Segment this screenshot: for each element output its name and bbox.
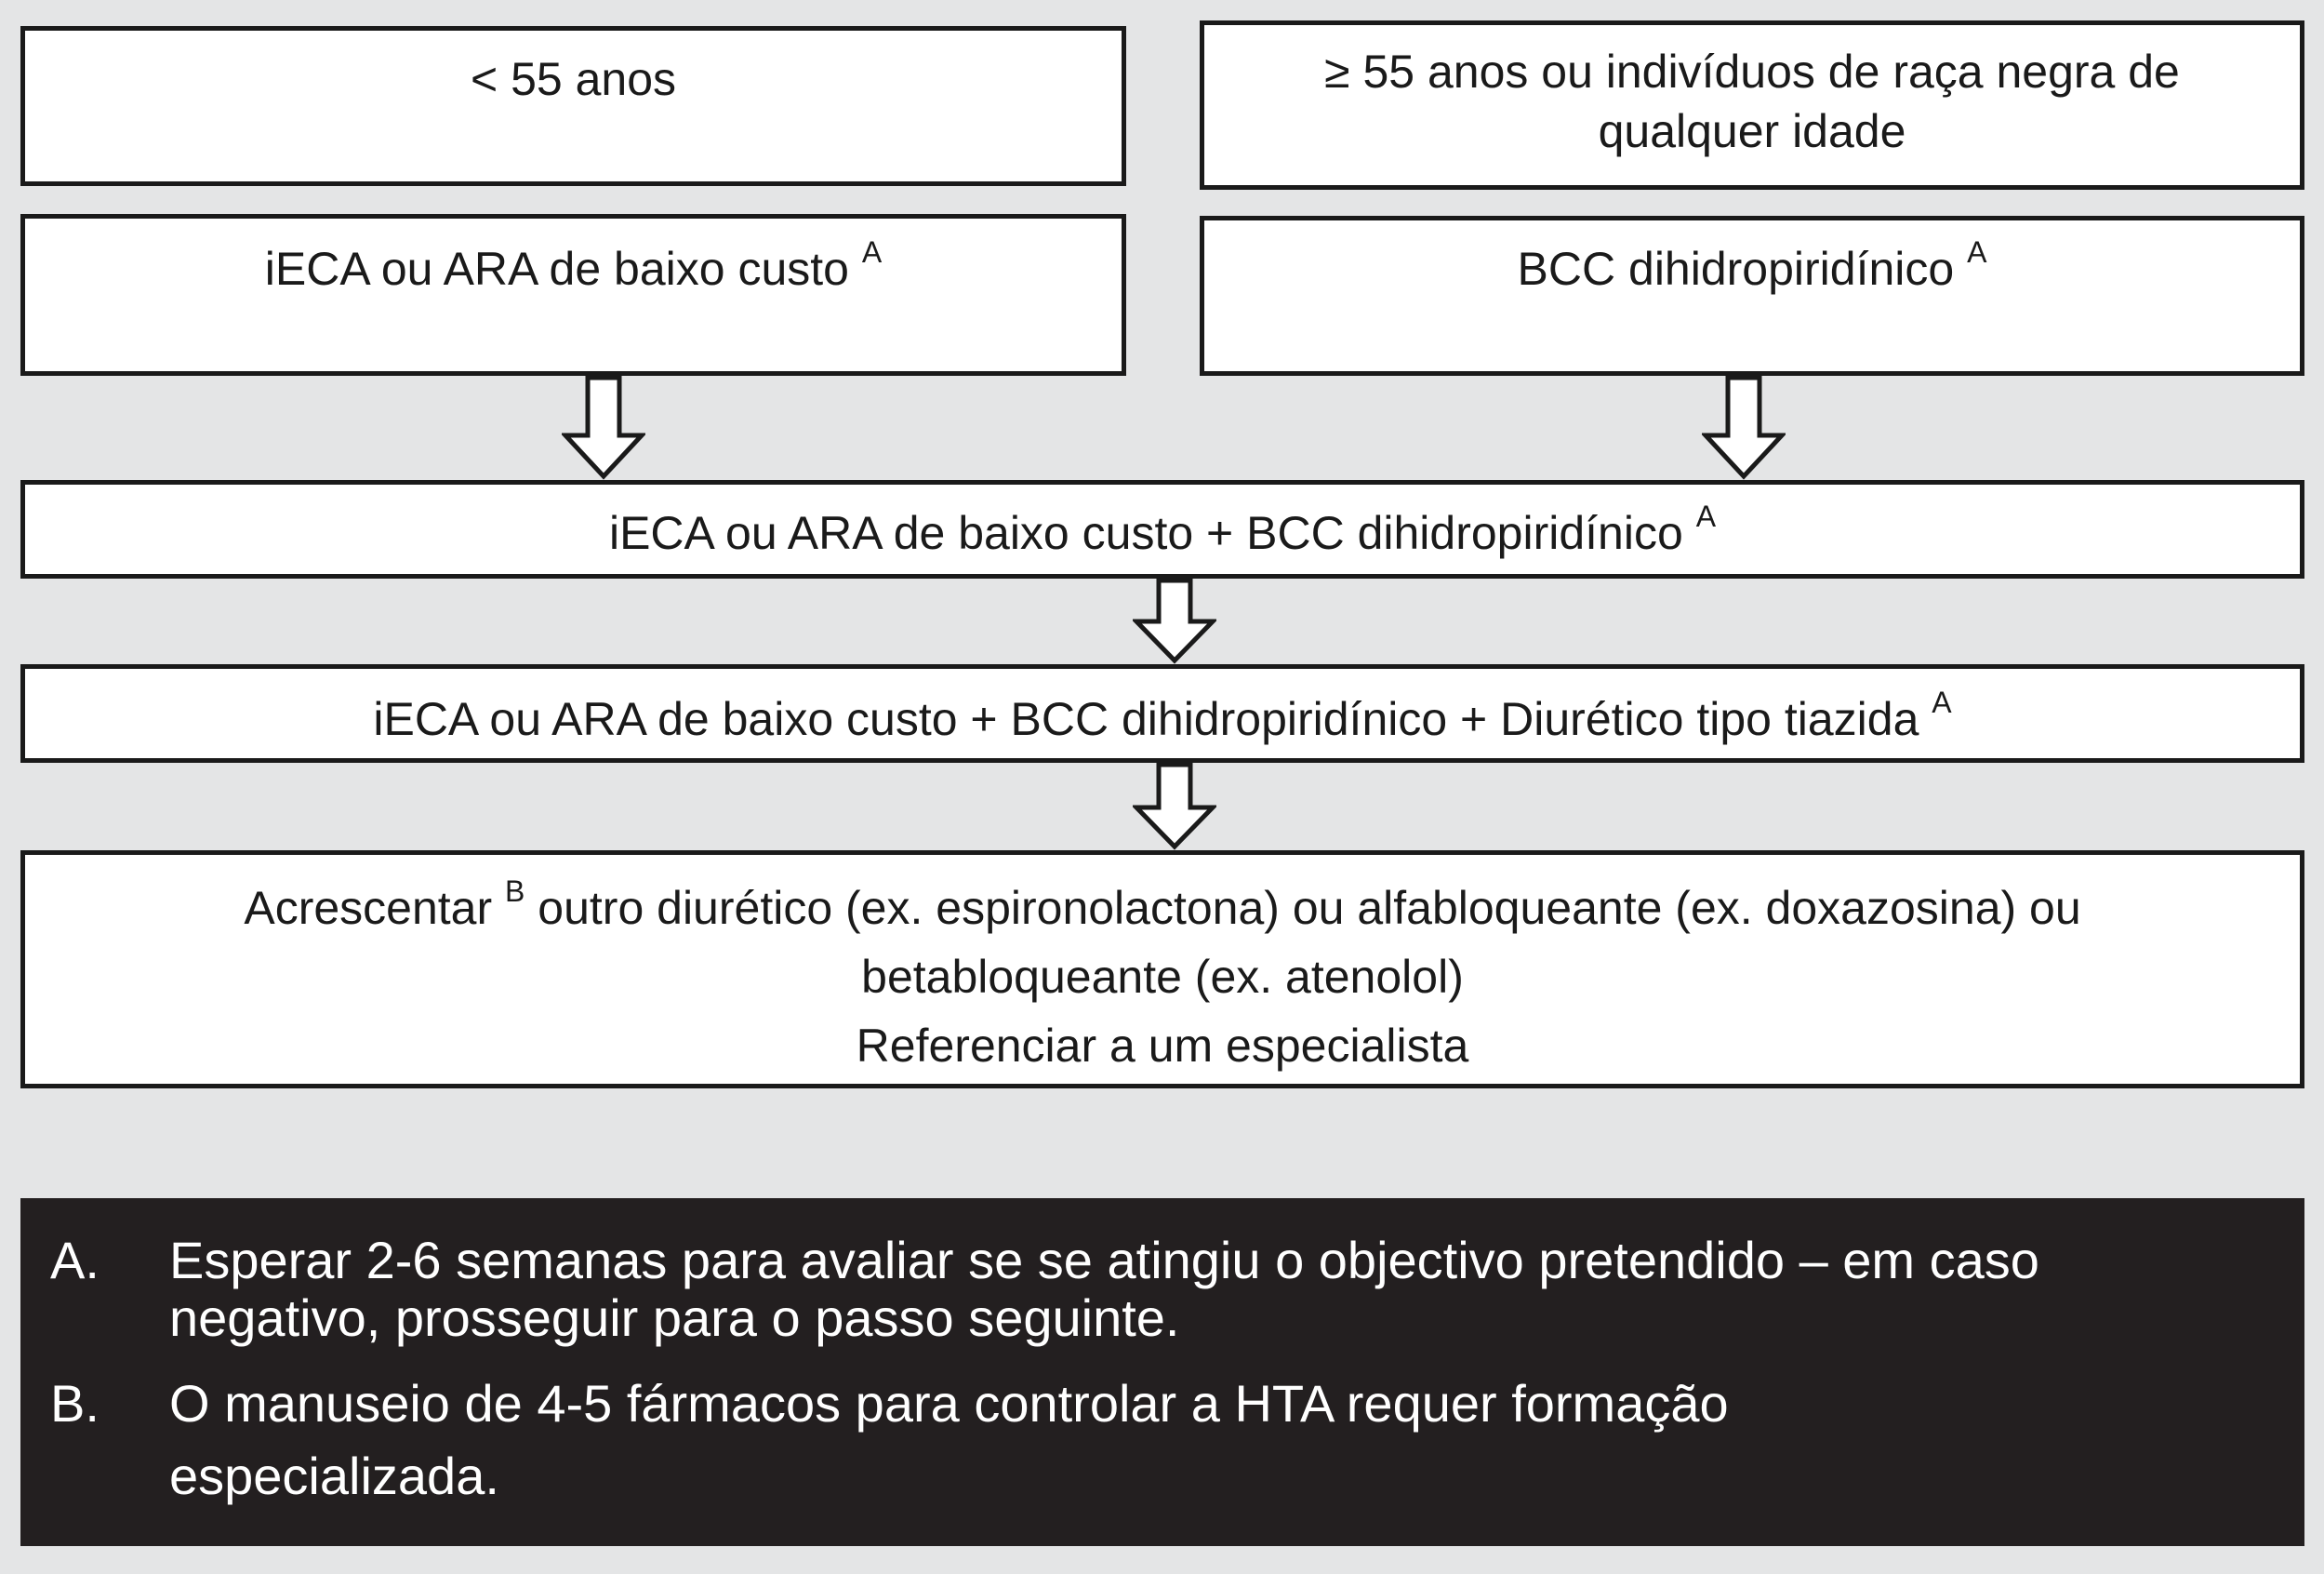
step2-box bbox=[20, 480, 2304, 579]
step2-superscript: A bbox=[1695, 500, 1717, 534]
age-over-55-box bbox=[1200, 20, 2304, 190]
note-a-letter: A. bbox=[50, 1231, 100, 1289]
step3-box bbox=[20, 664, 2304, 763]
arrow-step2-down bbox=[1133, 579, 1216, 664]
note-b-letter: B. bbox=[50, 1374, 100, 1433]
arrow-step3-down bbox=[1133, 763, 1216, 850]
age-under-55-box bbox=[20, 26, 1126, 186]
step3-label: iECA ou ARA de baixo custo + BCC dihidropiridínico + Diurético tipo tiazida bbox=[373, 693, 1919, 745]
step1-left-superscript: A bbox=[861, 235, 883, 270]
step1-left-label: iECA ou ARA de baixo custo bbox=[264, 243, 849, 295]
age-under-55-label: < 55 anos bbox=[470, 53, 677, 105]
step4-superscript: B bbox=[505, 874, 525, 909]
note-a-line2: negativo, prosseguir para o passo seguinte. bbox=[169, 1288, 1180, 1347]
step4-options-label: outro diurético (ex. espironolactona) ou alfabloqueante (ex. doxazosina) ou bbox=[538, 882, 2081, 934]
step4-add-label: Acrescentar bbox=[244, 882, 493, 934]
step1-right-label: BCC dihidropiridínico bbox=[1517, 243, 1955, 295]
step4-box bbox=[20, 850, 2304, 1088]
step4-line1 bbox=[25, 874, 2300, 942]
notes-panel bbox=[20, 1198, 2304, 1546]
note-a-line1: Esperar 2-6 semanas para avaliar se se atingiu o objectivo pretendido – em caso bbox=[169, 1231, 2039, 1289]
step3-superscript: A bbox=[1932, 686, 1952, 720]
step2-label: iECA ou ARA de baixo custo + BCC dihidropiridínico bbox=[608, 507, 1683, 559]
step1-right-box bbox=[1200, 216, 2304, 376]
step4-line3: Referenciar a um especialista bbox=[856, 1020, 1469, 1072]
arrow-right-down bbox=[1702, 376, 1786, 480]
note-b-line1: O manuseio de 4-5 fármacos para controlar a HTA requer formação bbox=[169, 1374, 1729, 1433]
arrow-left-down bbox=[562, 376, 645, 480]
step4-line2: betabloqueante (ex. atenolol) bbox=[861, 951, 1464, 1003]
age-over-55-line1: ≥ 55 anos ou indivíduos de raça negra de bbox=[1324, 46, 2180, 98]
age-over-55-line2: qualquer idade bbox=[1598, 105, 1906, 157]
step1-right-superscript: A bbox=[1967, 235, 1987, 270]
step1-left-box bbox=[20, 214, 1126, 376]
note-b-line2: especializada. bbox=[169, 1447, 499, 1505]
